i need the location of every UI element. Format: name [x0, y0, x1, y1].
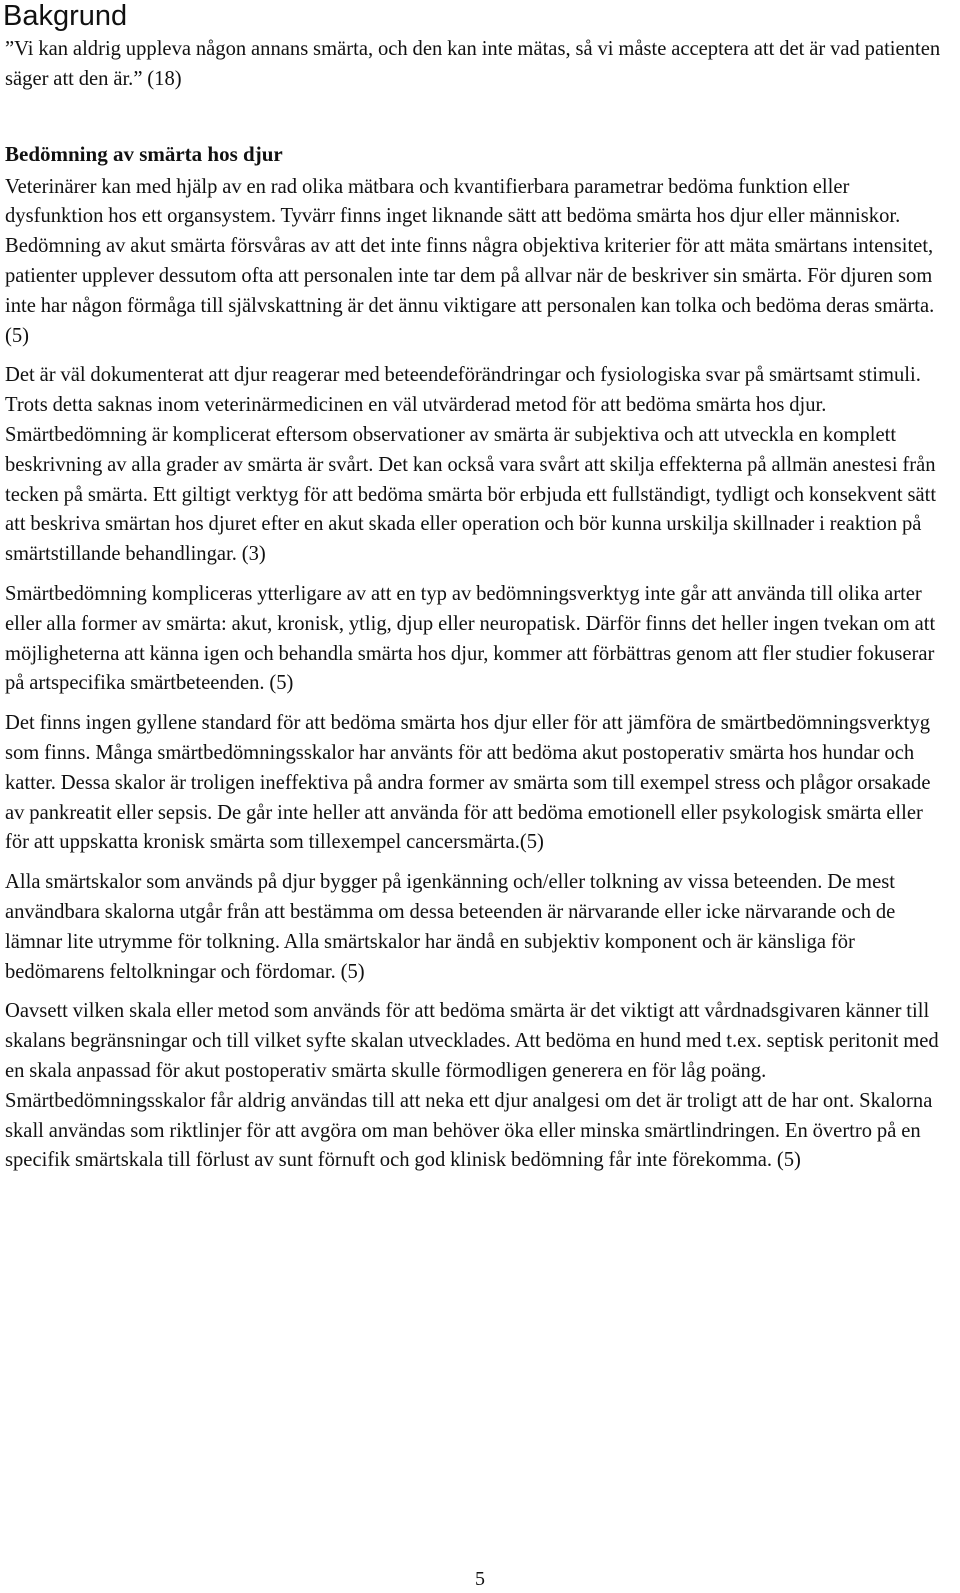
paragraph-6: Oavsett vilken skala eller metod som används för att bedöma smärta är det viktigt att vårdnadsgivaren känner till skalans begränsningar och till vilket syfte skalan utvecklades. Att bedöma en hund med t.ex. septisk peritonit med en skala anpassad för akut postoperativ smärta skulle förmodligen generera en för låg poäng. Smärtbedömningsskalor får aldrig användas till att neka ett djur analgesi om det är troligt att de har ont. Skalorna skall användas som riktlinjer för att avgöra om man behöver öka eller minska smärtlindringen. En övertro på en specifik smärtskala till förlust av sunt förnuft och god klinisk bedömning får inte förekomma. (5) — [5, 1000, 939, 1172]
heading-bakgrund: Bakgrund — [3, 0, 128, 32]
paragraph-1: Veterinärer kan med hjälp av en rad olika mätbara och kvantifierbara parametrar bedöma funktion eller dysfunktion hos ett organsystem. Tyvärr finns inget liknande sätt att bedöma smärta hos djur eller människor. Bedömning av akut smärta försvåras av att det inte finns några objektiva kriterier för att mäta smärtans intensitet, patienter upplever dessutom ofta att personalen inte tar dem på allvar när de beskriver sin smärta. För djuren som inte har någon förmåga till självskattning är det ännu viktigare att personalen kan tolka och bedöma deras smärta.(5) — [5, 175, 935, 347]
document-page — [5, 0, 950, 1186]
paragraph-4: Det finns ingen gyllene standard för att bedöma smärta hos djur eller för att jämföra de smärtbedömningsverktyg som finns. Många smärtbedömningsskalor har använts för att bedöma akut postoperativ smärta hos hundar och katter. Dessa skalor är troligen ineffektiva på andra former av smärta som till exempel stress och plågor orsakade av pankreatit eller sepsis. De går inte heller att använda för att bedöma emotionell eller psykologisk smärta eller för att uppskatta kronisk smärta som tillexempel cancersmärta.(5) — [5, 712, 931, 854]
section-title: Bedömning av smärta hos djur — [5, 141, 283, 166]
quote-paragraph: ”Vi kan aldrig uppleva någon annans smärta, och den kan inte mätas, så vi måste acceptera att det är vad patienten säger att den är.” (18) — [5, 38, 941, 90]
paragraph-2: Det är väl dokumenterat att djur reagerar med beteendeförändringar och fysiologiska svar på smärtsamt stimuli. Trots detta saknas inom veterinärmedicinen en väl utvärderad metod för att bedöma smärta hos djur. Smärtbedömning är komplicerat eftersom observationer av smärta är subjektiva och att utveckla en komplett beskrivning av alla grader av smärta är svårt. Det kan också vara svårt att skilja effekterna på allmän anestesi från tecken på smärta. Ett giltigt verktyg för att bedöma smärta bör erbjuda ett fullständigt, tydligt och konsekvent sätt att beskriva smärtan hos djuret efter en akut skada eller operation och bör kunna urskilja skillnader i reaktion på smärtstillande behandlingar. (3) — [5, 364, 937, 566]
page-number: 5 — [475, 1568, 485, 1590]
paragraph-5: Alla smärtskalor som används på djur bygger på igenkänning och/eller tolkning av vissa beteenden. De mest användbara skalorna utgår från att bestämma om dessa beteenden är närvarande eller icke närvarande och de lämnar lite utrymme för tolkning. Alla smärtskalor har ändå en subjektiv komponent och är känsliga för bedömarens feltolkningar och fördomar. (5) — [5, 871, 896, 983]
paragraph-3: Smärtbedömning kompliceras ytterligare av att en typ av bedömningsverktyg inte går att använda till olika arter eller alla former av smärta: akut, kronisk, ytlig, djup eller neuropatisk. Därför finns det heller ingen tvekan om att möjligheterna att känna igen och behandla smärta hos djur, kommer att förbättras genom att fler studier fokuserar på artspecifika smärtbeteenden. (5) — [5, 582, 936, 695]
